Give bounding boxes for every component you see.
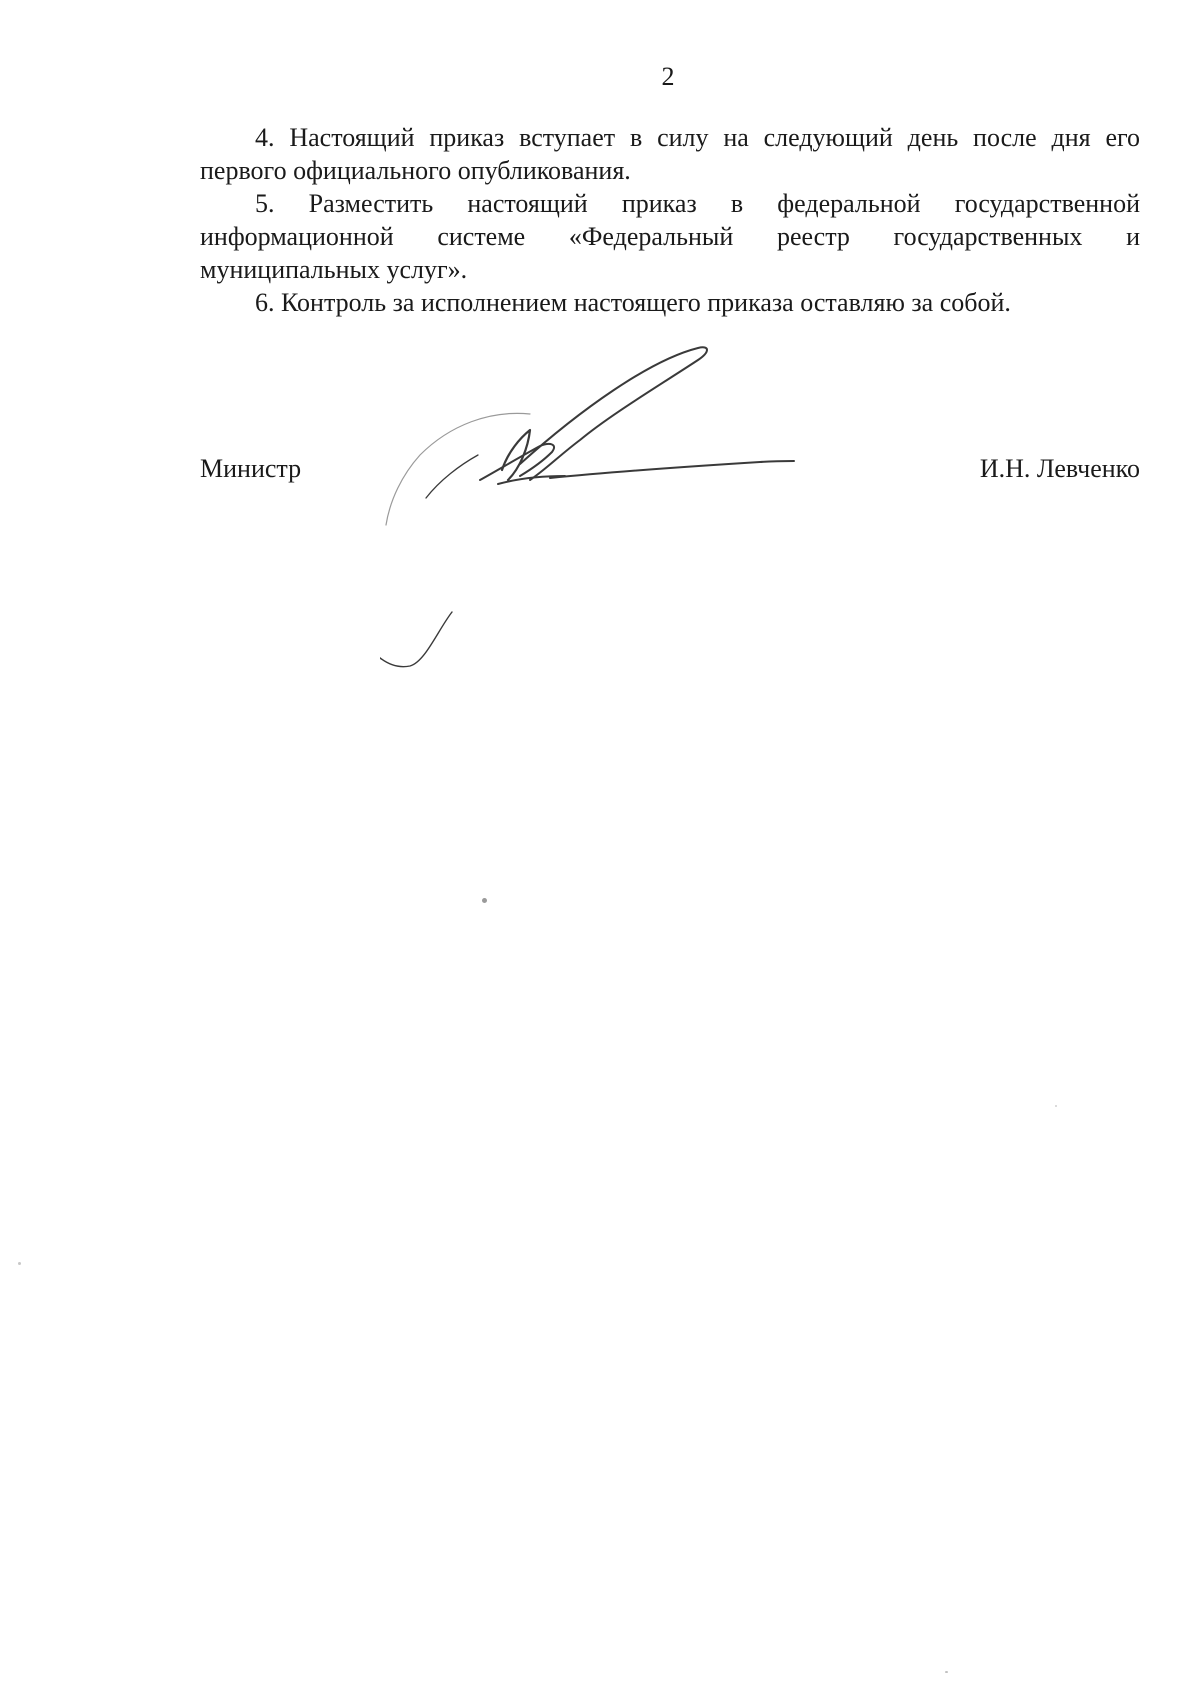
document-body bbox=[200, 121, 1140, 319]
page-number: 2 bbox=[661, 62, 675, 91]
paragraph-5: 5. Разместить настоящий приказ в федеральной государственной информационной системе «Федеральный реестр государственных и муниципальных услуг». bbox=[200, 189, 1140, 284]
signer-title: Министр bbox=[200, 454, 302, 483]
scan-speck bbox=[1055, 1105, 1057, 1107]
scan-speck bbox=[482, 898, 487, 903]
scan-speck bbox=[945, 1671, 948, 1673]
paragraph-4: 4. Настоящий приказ вступает в силу на следующий день после дня его первого официального опубликования. bbox=[200, 123, 1140, 185]
handwritten-signature bbox=[380, 330, 840, 680]
paragraph-6: 6. Контроль за исполнением настоящего приказа оставляю за собой. bbox=[255, 288, 1011, 317]
scan-speck bbox=[18, 1262, 21, 1265]
signer-name: И.Н. Левченко bbox=[979, 454, 1140, 483]
